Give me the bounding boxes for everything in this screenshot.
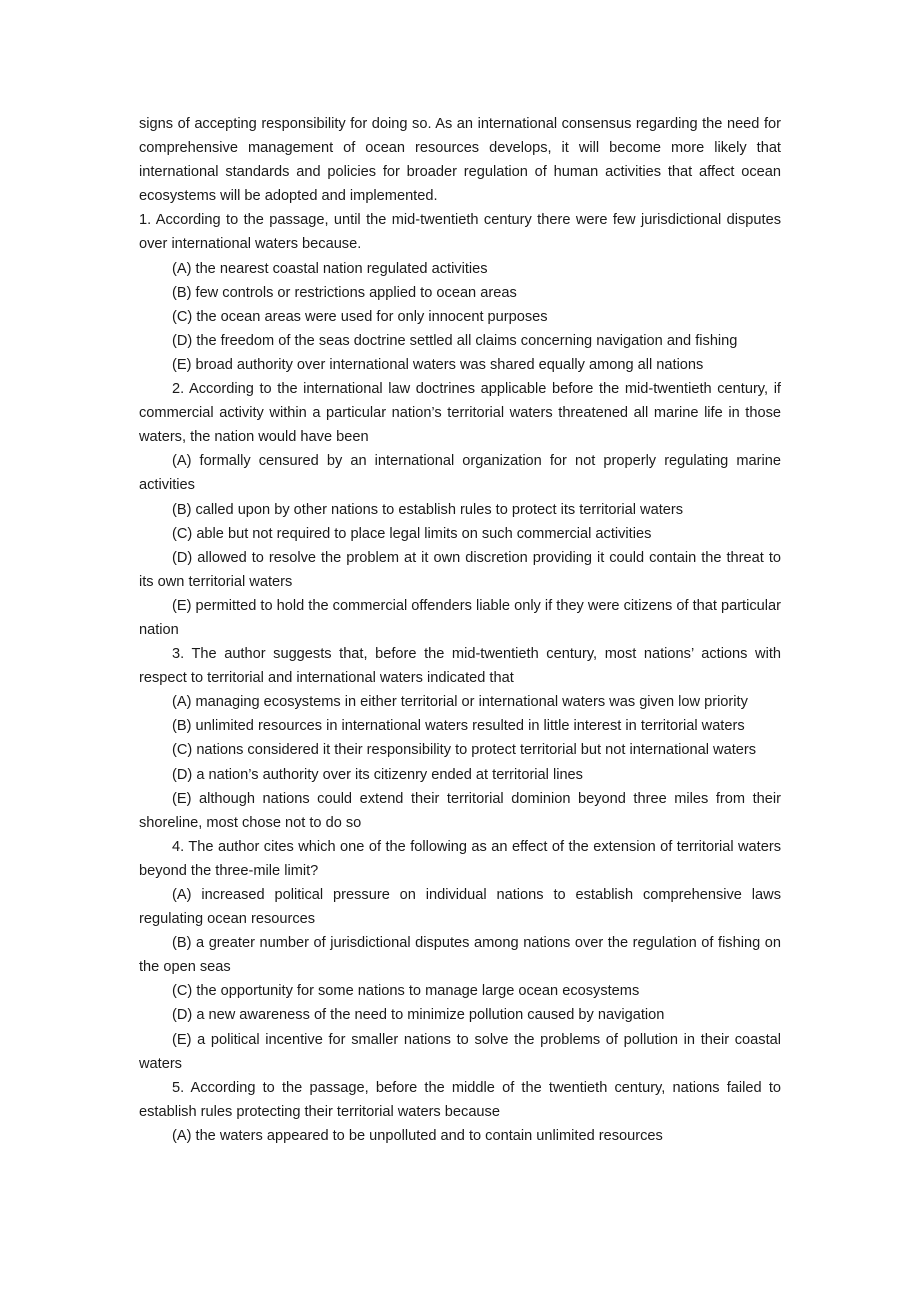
question-1: [139, 208, 781, 377]
question-4-option-b: (B) a greater number of jurisdictional disputes among nations over the regulation of fishing on the open seas: [139, 935, 781, 976]
question-4-stem: 4. The author cites which one of the following as an effect of the extension of territorial waters beyond the three-mile limit?: [139, 838, 781, 879]
passage-ending: signs of accepting responsibility for doing so. As an international consensus regarding the need for comprehensive management of ocean resources develops, it will become more likely that international standards and policies for broader regulation of human activities that affect ocean ecosystems will be adopted and implemented.: [139, 116, 781, 205]
question-2-option-b: (B) called upon by other nations to establish rules to protect its territorial waters: [172, 501, 684, 518]
question-3: [139, 642, 781, 835]
question-2-option-e: (E) permitted to hold the commercial offenders liable only if they were citizens of that particular nation: [139, 597, 781, 638]
question-4: [139, 835, 781, 1076]
question-3-option-b: (B) unlimited resources in international waters resulted in little interest in territorial waters: [172, 718, 745, 735]
question-4-option-d: (D) a new awareness of the need to minimize pollution caused by navigation: [172, 1007, 665, 1024]
question-2-option-a: (A) formally censured by an international organization for not properly regulating marine activities: [139, 453, 781, 494]
question-3-option-d: (D) a nation’s authority over its citizenry ended at territorial lines: [172, 766, 583, 783]
question-5-option-a: (A) the waters appeared to be unpolluted and to contain unlimited resources: [172, 1127, 663, 1144]
question-3-stem: 3. The author suggests that, before the mid-twentieth century, most nations’ actions with respect to territorial and international waters indicated that: [139, 646, 781, 687]
question-5-stem: 5. According to the passage, before the middle of the twentieth century, nations failed to establish rules protecting their territorial waters because: [139, 1079, 781, 1120]
question-3-option-a: (A) managing ecosystems in either territorial or international waters was given low priority: [172, 694, 748, 711]
question-1-option-c: (C) the ocean areas were used for only innocent purposes: [172, 308, 548, 325]
question-2-option-d: (D) allowed to resolve the problem at it own discretion providing it could contain the threat to its own territorial waters: [139, 549, 781, 590]
question-1-option-d: (D) the freedom of the seas doctrine settled all claims concerning navigation and fishing: [172, 332, 738, 349]
question-2: [139, 377, 781, 642]
question-1-option-e: (E) broad authority over international waters was shared equally among all nations: [172, 356, 704, 373]
question-1-option-a: (A) the nearest coastal nation regulated activities: [172, 260, 488, 277]
question-5: [139, 1076, 781, 1148]
question-3-option-c: (C) nations considered it their responsibility to protect territorial but not international waters: [172, 742, 757, 759]
question-4-option-a: (A) increased political pressure on individual nations to establish comprehensive laws regulating ocean resources: [139, 887, 781, 928]
document-page: [139, 112, 781, 1148]
question-2-stem: 2. According to the international law doctrines applicable before the mid-twentieth century, if commercial activity within a particular nation’s territorial waters threatened all marine life in those waters, the nation would have been: [139, 381, 781, 446]
question-4-option-e: (E) a political incentive for smaller nations to solve the problems of pollution in their coastal waters: [139, 1031, 781, 1072]
question-1-option-b: (B) few controls or restrictions applied to ocean areas: [172, 284, 517, 301]
question-3-option-e: (E) although nations could extend their territorial dominion beyond three miles from their shoreline, most chose not to do so: [139, 790, 781, 831]
question-4-option-c: (C) the opportunity for some nations to manage large ocean ecosystems: [172, 983, 640, 1000]
question-1-stem: 1. According to the passage, until the mid-twentieth century there were few jurisdictional disputes over international waters because.: [139, 212, 781, 253]
question-2-option-c: (C) able but not required to place legal limits on such commercial activities: [172, 525, 652, 542]
